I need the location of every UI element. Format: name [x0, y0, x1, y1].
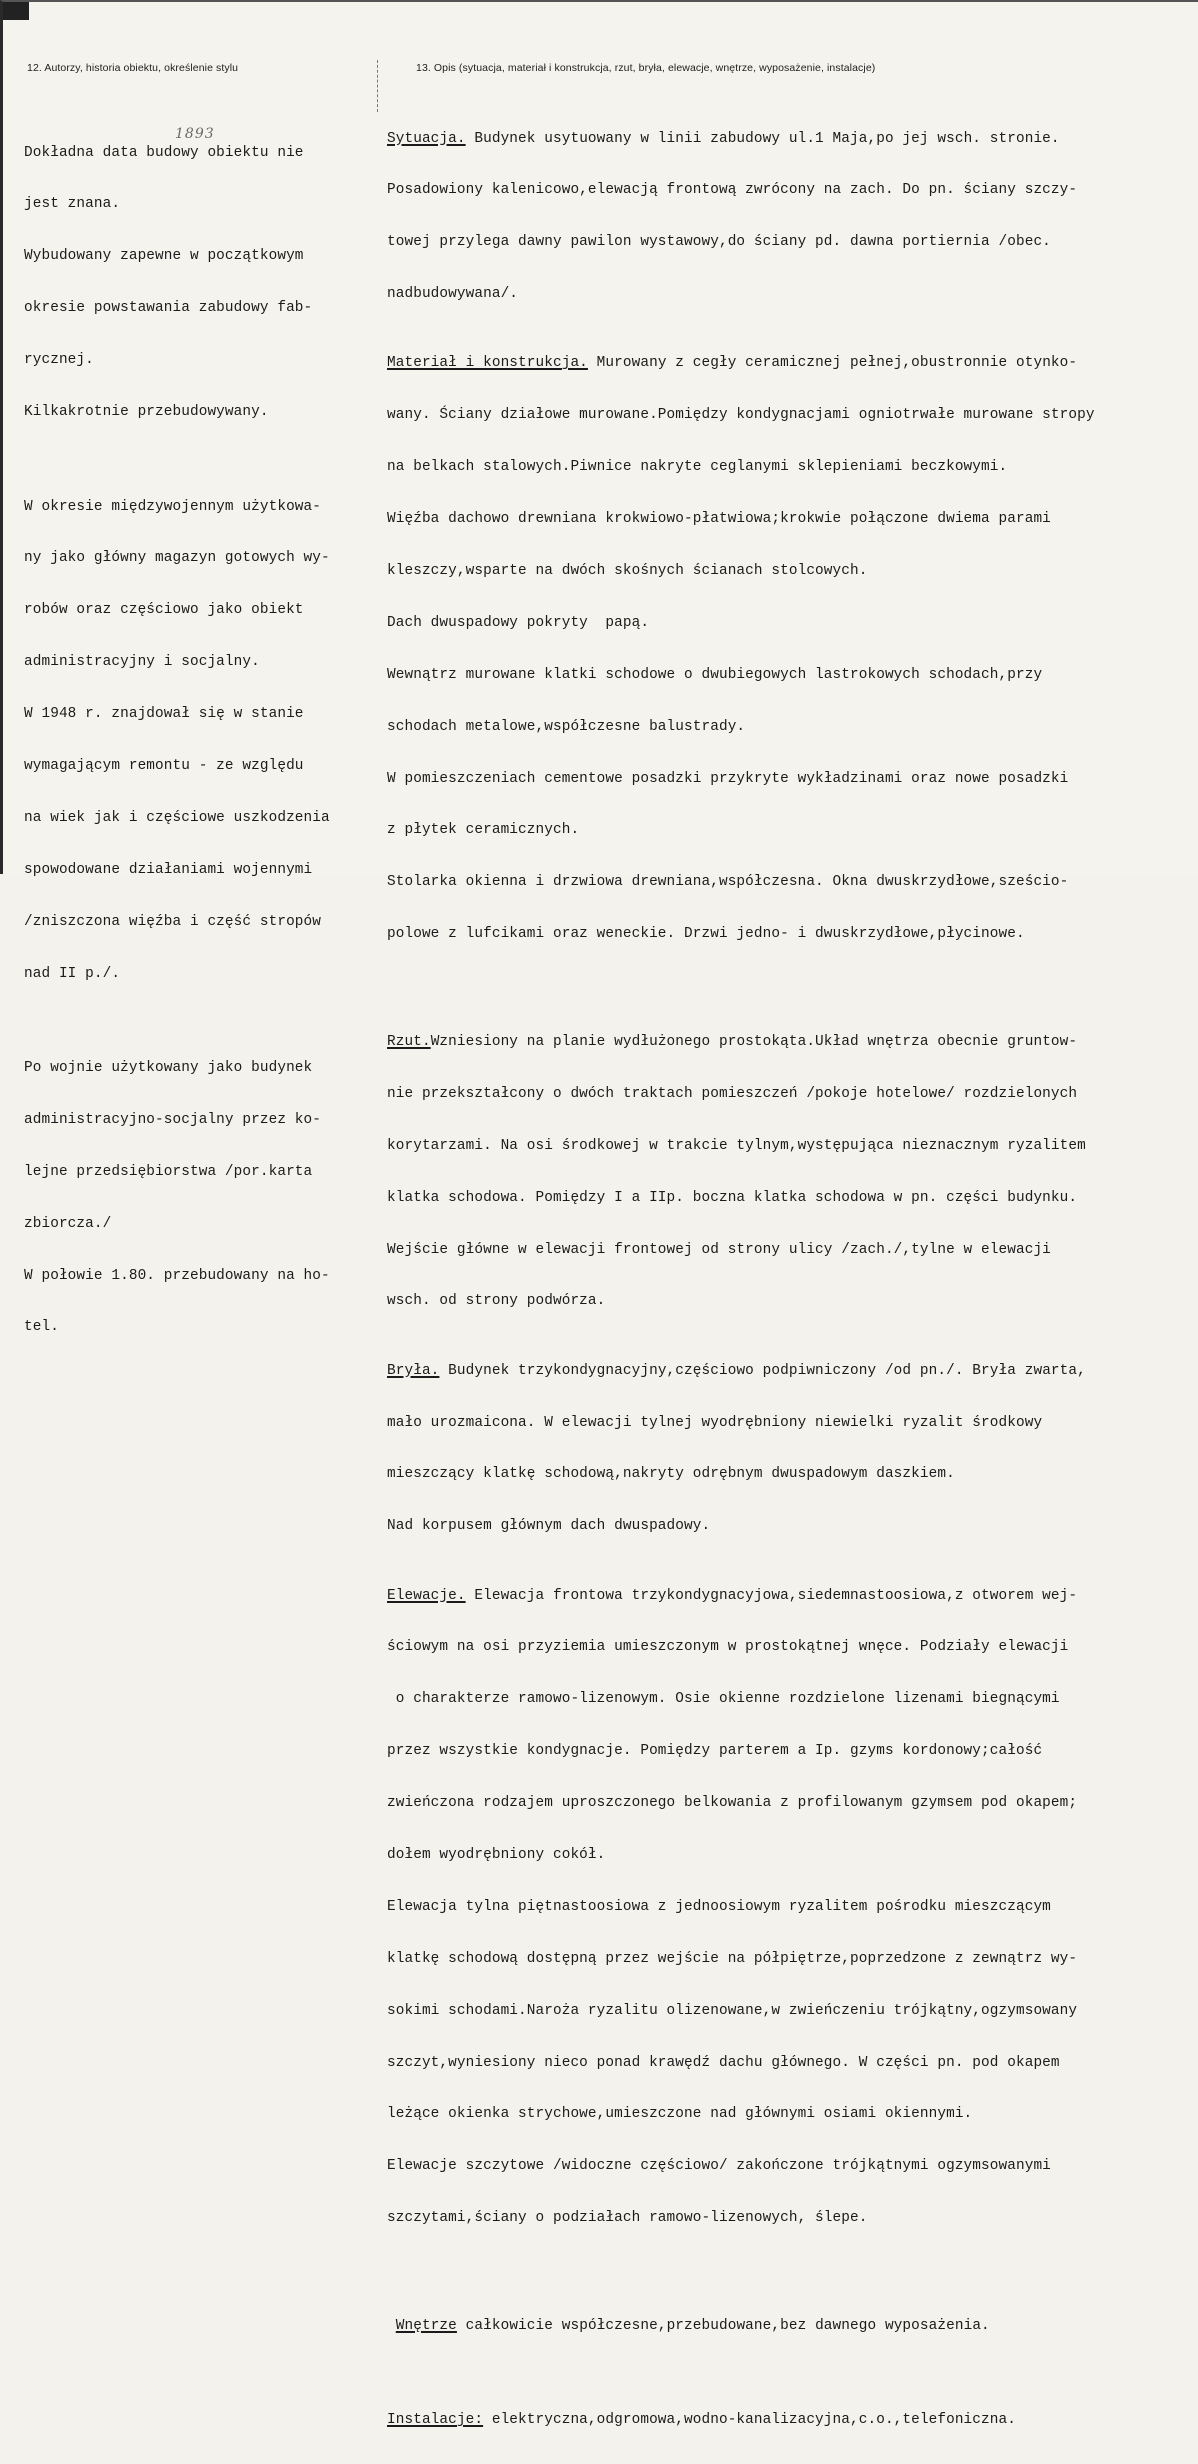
header-authors-history: 12. Autorzy, historia obiektu, określenie stylu: [27, 62, 239, 74]
sytuacja-line: towej przylega dawny pawilon wystawowy,do ściany pd. dawna portiernia /obec.: [387, 234, 1051, 251]
handwritten-year: 1893: [175, 126, 215, 142]
material-line: z płytek ceramicznych.: [387, 822, 580, 839]
elewacje-line: szczytami,ściany o podziałach ramowo-lizenowych, ślepe.: [387, 2210, 868, 2227]
bryla-line: Bryła. Budynek trzykondygnacyjny,częściowo podpiwniczony /od pn./. Bryła zwarta,: [387, 1362, 1086, 1379]
elewacje-line: Elewacja tylna piętnastoosiowa z jednoosiowym ryzalitem pośrodku mieszczącym: [387, 1898, 1051, 1915]
header-description: 13. Opis (sytuacja, materiał i konstrukcja, rzut, bryła, elewacje, wnętrze, wyposażenie, instalacje): [416, 62, 876, 74]
material-line: Więźba dachowo drewniana krokwiowo-płatwiowa;krokwie połączone dwiema parami: [387, 511, 1051, 528]
material-line: W pomieszczeniach cementowe posadzki przykryte wykładzinami oraz nowe posadzki: [387, 770, 1069, 787]
elewacje-line: dołem wyodrębniony cokół.: [387, 1846, 606, 1863]
history-line: nad II p./.: [24, 965, 121, 982]
elewacje-line: szczyt,wyniesiony nieco ponad krawędź dachu głównego. W części pn. pod okapem: [387, 2054, 1060, 2071]
material-line: schodach metalowe,współczesne balustrady.: [387, 718, 746, 735]
bryla-line: mieszczący klatkę schodową,nakryty odrębnym dwuspadowym daszkiem.: [387, 1466, 955, 1483]
history-line: administracyjno-socjalny przez ko-: [24, 1111, 322, 1128]
elewacje-line: Elewacje szczytowe /widoczne częściowo/ zakończone trójkątnymi ogzymsowanymi: [387, 2158, 1051, 2175]
rzut-line: klatka schodowa. Pomiędzy I a IIp. boczna klatka schodowa w pn. części budynku.: [387, 1189, 1078, 1206]
elewacje-label: Elewacje.: [387, 1587, 466, 1604]
history-line: administracyjny i socjalny.: [24, 654, 260, 671]
scan-corner-shadow: [3, 2, 29, 20]
elewacje-line: ściowym na osi przyziemia umieszczonym w prostokątnej wnęce. Podziały elewacji: [387, 1639, 1069, 1656]
history-line: Wybudowany zapewne w początkowym: [24, 248, 304, 265]
history-line: W połowie 1.80. przebudowany na ho-: [24, 1267, 330, 1284]
sytuacja-label: Sytuacja.: [387, 130, 466, 147]
history-line: wymagającym remontu - ze względu: [24, 757, 304, 774]
rzut-line: Rzut.Wzniesiony na planie wydłużonego prostokąta.Układ wnętrza obecnie gruntow-: [387, 1034, 1078, 1051]
rzut-line: Wejście główne w elewacji frontowej od strony ulicy /zach./,tylne w elewacji: [387, 1241, 1051, 1258]
wnetrze-line: Wnętrze całkowicie współczesne,przebudowane,bez dawnego wyposażenia.: [395, 2318, 990, 2334]
history-line: tel.: [24, 1319, 59, 1336]
history-line: spowodowane działaniami wojennymi: [24, 861, 313, 878]
spacer: [387, 2262, 1095, 2266]
rzut-line: wsch. od strony podwórza.: [387, 1293, 606, 1310]
spacer: [387, 978, 1095, 982]
history-line: ny jako główny magazyn gotowych wy-: [24, 550, 330, 567]
history-line: rycznej.: [24, 352, 94, 369]
rzut-line: nie przekształcony o dwóch traktach pomieszczeń /pokoje hotelowe/ rozdzielonych: [387, 1085, 1078, 1102]
bryla-line: Nad korpusem głównym dach dwuspadowy.: [387, 1518, 711, 1535]
material-label: Materiał i konstrukcja.: [387, 355, 588, 372]
bryla-label: Bryła.: [387, 1362, 440, 1379]
column-divider: [377, 60, 379, 112]
history-line: W 1948 r. znajdował się w stanie: [24, 706, 304, 723]
instalacje-label: Instalacje:: [387, 2412, 484, 2429]
history-line: na wiek jak i częściowe uszkodzenia: [24, 809, 330, 826]
rzut-line: korytarzami. Na osi środkowej w trakcie tylnym,występująca nieznacznym ryzalitem: [387, 1137, 1086, 1154]
history-line: zbiorcza./: [24, 1215, 112, 1232]
spacer: [24, 456, 330, 464]
sytuacja-line: Posadowiony kalenicowo,elewacją frontową zwrócony na zach. Do pn. ściany szczy-: [387, 182, 1078, 199]
elewacje-line: leżące okienka strychowe,umieszczone nad głównymi osiami okiennymi.: [387, 2106, 973, 2123]
history-line: Po wojnie użytkowany jako budynek: [24, 1060, 313, 1077]
material-line: Stolarka okienna i drzwiowa drewniana,współczesna. Okna dwuskrzydłowe,sześcio-: [387, 874, 1069, 891]
material-line: Materiał i konstrukcja. Murowany z cegły ceramicznej pełnej,obustronnie otynko-: [387, 355, 1078, 372]
material-line: Dach dwuspadowy pokryty papą.: [387, 614, 650, 631]
rzut-label: Rzut.: [387, 1034, 431, 1051]
elewacje-line: Elewacje. Elewacja frontowa trzykondygnacyjowa,siedemnastoosiowa,z otworem wej-: [387, 1587, 1078, 1604]
bryla-line: mało urozmaicona. W elewacji tylnej wyodrębniony niewielki ryzalit środkowy: [387, 1414, 1043, 1431]
elewacje-line: sokimi schodami.Naroża ryzalitu olizenowane,w zwieńczeniu trójkątny,ogzymsowany: [387, 2002, 1078, 2019]
spacer: [24, 1017, 330, 1025]
material-line: wany. Ściany działowe murowane.Pomiędzy kondygnacjami ogniotrwałe murowane stropy: [387, 407, 1095, 424]
history-line: lejne przedsiębiorstwa /por.karta: [24, 1163, 313, 1180]
elewacje-line: przez wszystkie kondygnacje. Pomiędzy parterem a Ip. gzyms kordonowy;całość: [387, 1743, 1043, 1760]
history-line: okresie powstawania zabudowy fab-: [24, 300, 313, 317]
history-line: Dokładna data budowy obiektu nie: [24, 144, 304, 161]
sytuacja-line: Sytuacja. Budynek usytuowany w linii zabudowy ul.1 Maja,po jej wsch. stronie.: [387, 130, 1060, 147]
history-line: /zniszczona więźba i część stropów: [24, 913, 322, 930]
elewacje-line: klatkę schodową dostępną przez wejście na półpiętrze,poprzedzone z zewnątrz wy-: [387, 1950, 1078, 1967]
history-text: [24, 110, 330, 1371]
wnetrze-label: Wnętrze: [395, 2318, 457, 2334]
material-line: Wewnątrz murowane klatki schodowe o dwubiegowych lastrokowych schodach,przy: [387, 666, 1043, 683]
sytuacja-line: nadbudowywana/.: [387, 286, 519, 303]
material-line: polowe z lufcikami oraz weneckie. Drzwi jedno- i dwuskrzydłowe,płycinowe.: [387, 926, 1025, 943]
history-line: robów oraz częściowo jako obiekt: [24, 602, 304, 619]
elewacje-line: o charakterze ramowo-lizenowym. Osie okienne rozdzielone lizenami biegnącymi: [387, 1691, 1060, 1708]
material-line: na belkach stalowych.Piwnice nakryte ceglanymi sklepieniami beczkowymi.: [387, 459, 1008, 476]
history-line: W okresie międzywojennym użytkowa-: [24, 498, 322, 515]
instalacje-line: Instalacje: elektryczna,odgromowa,wodno-kanalizacyjna,c.o.,telefoniczna.: [387, 2412, 1016, 2429]
history-line: Kilkakrotnie przebudowywany.: [24, 404, 269, 421]
history-line: jest znana.: [24, 196, 121, 213]
spacer: [387, 2370, 1095, 2378]
elewacje-line: zwieńczona rodzajem uproszczonego belkowania z profilowanym gzymsem pod okapem;: [387, 1795, 1078, 1812]
material-line: kleszczy,wsparte na dwóch skośnych ścianach stolcowych.: [387, 563, 868, 580]
description-text: [387, 96, 1095, 2464]
